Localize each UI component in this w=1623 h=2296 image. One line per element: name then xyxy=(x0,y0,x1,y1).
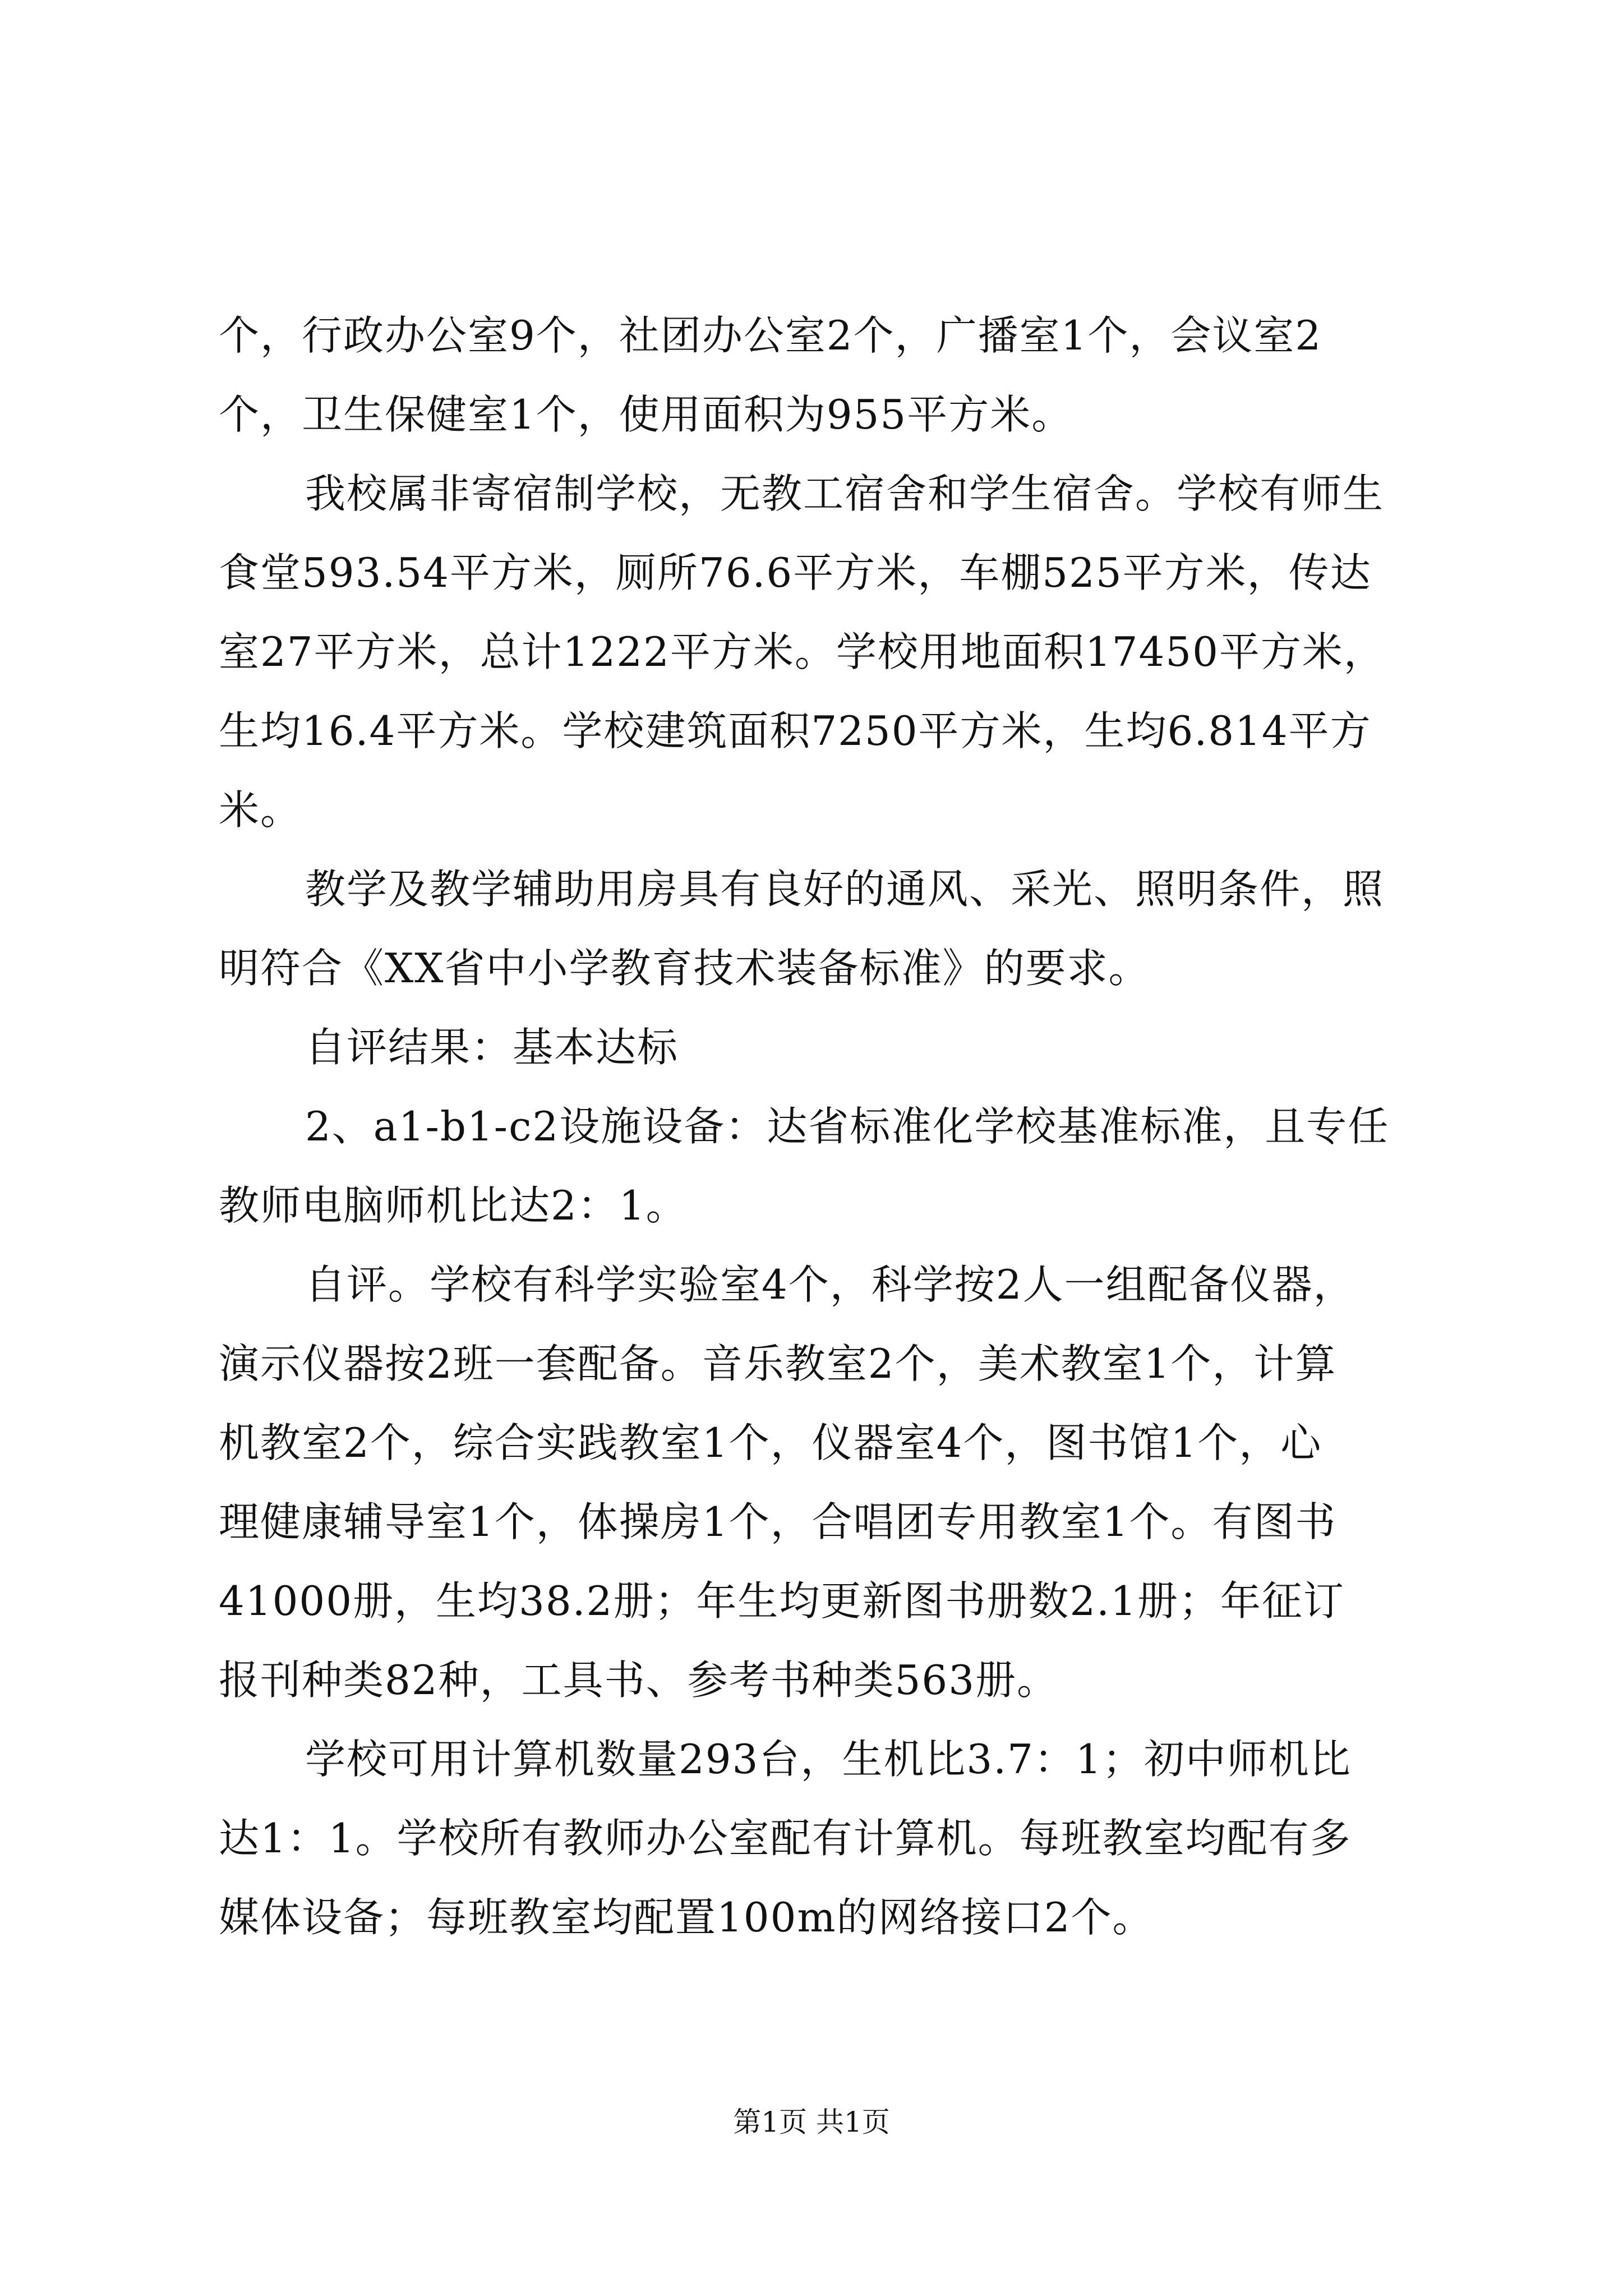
text-line: 个，卫生保健室1个，使用面积为955平方米。 xyxy=(219,391,1073,438)
text-line: 2、a1-b1-c2设施设备：达省标准化学校基准标准，且专任 xyxy=(305,1103,1390,1150)
text-line: 达1：1。学校所有教师办公室配有计算机。每班教室均配有多 xyxy=(219,1815,1352,1862)
text-line: 自评。学校有科学实验室4个，科学按2人一组配备仪器， xyxy=(305,1261,1355,1308)
text-line: 理健康辅导室1个，体操房1个，合唱团专用教室1个。有图书 xyxy=(219,1498,1337,1545)
text-line: 个，行政办公室9个，社团办公室2个，广播室1个，会议室2 xyxy=(219,312,1322,359)
text-line: 学校可用计算机数量293台，生机比3.7：1；初中师机比 xyxy=(305,1736,1352,1783)
text-line: 米。 xyxy=(219,786,302,834)
document-body xyxy=(219,296,1424,1957)
text-line: 我校属非寄宿制学校，无教工宿舍和学生宿舍。学校有师生 xyxy=(305,470,1385,517)
page-footer xyxy=(0,2102,1623,2142)
text-line: 自评结果：基本达标 xyxy=(305,1024,679,1071)
text-line: 媒体设备；每班教室均配置100m的网络接口2个。 xyxy=(219,1894,1154,1941)
text-line: 41000册，生均38.2册；年生均更新图书册数2.1册；年征订 xyxy=(219,1577,1345,1625)
text-line: 报刊种类82种，工具书、参考书种类563册。 xyxy=(219,1657,1059,1704)
text-line: 演示仪器按2班一套配备。音乐教室2个，美术教室1个，计算 xyxy=(219,1340,1337,1387)
text-line: 教师电脑师机比达2：1。 xyxy=(219,1182,688,1229)
text-line: 明符合《XX省中小学教育技术装备标准》的要求。 xyxy=(219,945,1150,992)
text-line: 机教室2个，综合实践教室1个，仪器室4个，图书馆1个，心 xyxy=(219,1419,1322,1466)
text-line: 食堂593.54平方米，厕所76.6平方米，车棚525平方米，传达 xyxy=(219,549,1372,596)
page-number-label: 第1页 共1页 xyxy=(733,2106,890,2138)
text-line: 生均16.4平方米。学校建筑面积7250平方米，生均6.814平方 xyxy=(219,707,1372,754)
text-line: 室27平方米，总计1222平方米。学校用地面积17450平方米， xyxy=(219,628,1385,675)
text-line: 教学及教学辅助用房具有良好的通风、采光、照明条件，照 xyxy=(305,866,1385,913)
